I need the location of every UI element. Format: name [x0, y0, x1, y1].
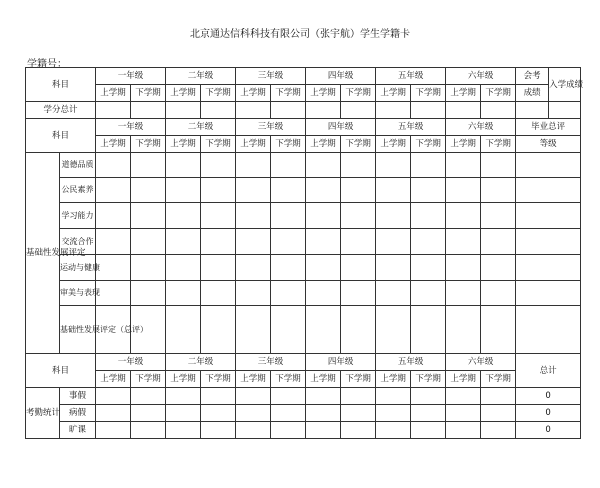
eval-item-label: 运动与健康 [60, 255, 96, 281]
semester-cell: 上学期 [166, 136, 201, 153]
semester-cell: 下学期 [341, 85, 376, 102]
semester-cell: 上学期 [446, 85, 481, 102]
student-id-label: 学籍号： [27, 59, 67, 70]
chengji-header: 成绩 [516, 85, 549, 102]
semester-cell: 上学期 [376, 371, 411, 388]
eval-item-label: 公民素养 [60, 178, 96, 203]
eval-row [26, 255, 581, 281]
semester-cell: 上学期 [236, 136, 271, 153]
semester-cell: 下学期 [341, 371, 376, 388]
grade-header-row-2 [26, 119, 581, 136]
grade-header: 五年级 [376, 68, 446, 85]
semester-cell: 上学期 [166, 371, 201, 388]
attendance-group-label: 考勤统计 [26, 388, 60, 439]
grade-header: 四年级 [306, 119, 376, 136]
eval-item-label: 审美与表现 [60, 281, 96, 306]
semester-cell: 上学期 [96, 85, 131, 102]
grade-header: 二年级 [166, 68, 236, 85]
attendance-type-label: 事假 [60, 388, 96, 405]
attendance-total-value: 0 [516, 388, 581, 405]
semester-cell: 上学期 [306, 85, 341, 102]
semester-cell: 下学期 [411, 371, 446, 388]
semester-cell: 下学期 [131, 85, 166, 102]
semester-cell: 下学期 [411, 85, 446, 102]
attendance-total-value: 0 [516, 405, 581, 422]
semester-cell: 上学期 [306, 371, 341, 388]
subject-header: 科目 [26, 354, 96, 388]
attendance-total-value: 0 [516, 422, 581, 439]
semester-row [26, 85, 581, 102]
grade-header: 一年级 [96, 119, 166, 136]
grade-header: 四年级 [306, 354, 376, 371]
grade-header: 四年级 [306, 68, 376, 85]
semester-cell: 上学期 [236, 85, 271, 102]
eval-item-label: 基础性发展评定（总评） [60, 306, 96, 354]
basic-eval-group-label: 基础性发展评定 [26, 153, 60, 354]
grade-header: 五年级 [376, 354, 446, 371]
semester-cell: 上学期 [236, 371, 271, 388]
grade-header: 一年级 [96, 68, 166, 85]
grade-header-row-3 [26, 354, 581, 371]
semester-cell: 上学期 [446, 136, 481, 153]
attendance-row [26, 422, 581, 439]
grade-header: 五年级 [376, 119, 446, 136]
semester-cell: 上学期 [96, 136, 131, 153]
semester-row-2 [26, 136, 581, 153]
total-score-label: 学分总计 [26, 102, 96, 119]
grade-header-row [26, 68, 581, 85]
eval-item-label: 道德品质 [60, 153, 96, 178]
semester-cell: 下学期 [481, 371, 516, 388]
semester-row-3 [26, 371, 581, 388]
attendance-row [26, 405, 581, 422]
page-title: 北京通达信科科技有限公司（张宇航）学生学籍卡 [190, 29, 410, 40]
grade-header: 三年级 [236, 68, 306, 85]
grade-header: 二年级 [166, 354, 236, 371]
semester-cell: 下学期 [341, 136, 376, 153]
eval-row [26, 306, 581, 354]
semester-cell: 上学期 [446, 371, 481, 388]
eval-item-label: 交流合作 [60, 229, 96, 255]
semester-cell: 下学期 [201, 371, 236, 388]
semester-cell: 下学期 [271, 371, 306, 388]
student-record-table [25, 67, 584, 439]
grade-header: 三年级 [236, 119, 306, 136]
eval-row [26, 178, 581, 203]
semester-cell: 下学期 [481, 136, 516, 153]
semester-cell: 上学期 [96, 371, 131, 388]
subject-header: 科目 [26, 119, 96, 153]
graduation-header: 毕业总评 [516, 119, 581, 136]
grade-header: 三年级 [236, 354, 306, 371]
eval-row [26, 153, 581, 178]
ruxue-header: 入学成绩 [549, 68, 581, 102]
grade-header: 一年级 [96, 354, 166, 371]
huikao-header: 会考 [516, 68, 549, 85]
semester-cell: 上学期 [306, 136, 341, 153]
attendance-type-label: 旷课 [60, 422, 96, 439]
eval-item-label: 学习能力 [60, 203, 96, 229]
semester-cell: 上学期 [166, 85, 201, 102]
semester-cell: 上学期 [376, 136, 411, 153]
semester-cell: 下学期 [411, 136, 446, 153]
grade-header: 六年级 [446, 354, 516, 371]
eval-row [26, 203, 581, 229]
subject-header: 科目 [26, 68, 96, 102]
semester-cell: 下学期 [131, 371, 166, 388]
total-score-row [26, 102, 581, 119]
semester-cell: 下学期 [131, 136, 166, 153]
semester-cell: 上学期 [376, 85, 411, 102]
semester-cell: 下学期 [481, 85, 516, 102]
semester-cell: 下学期 [201, 136, 236, 153]
level-header: 等级 [516, 136, 581, 153]
semester-cell: 下学期 [271, 85, 306, 102]
grade-header: 六年级 [446, 68, 516, 85]
attendance-type-label: 病假 [60, 405, 96, 422]
eval-row [26, 281, 581, 306]
semester-cell: 下学期 [271, 136, 306, 153]
attendance-row [26, 388, 581, 405]
eval-row [26, 229, 581, 255]
grade-header: 二年级 [166, 119, 236, 136]
grade-header: 六年级 [446, 119, 516, 136]
attendance-total-header: 总计 [516, 354, 581, 388]
semester-cell: 下学期 [201, 85, 236, 102]
